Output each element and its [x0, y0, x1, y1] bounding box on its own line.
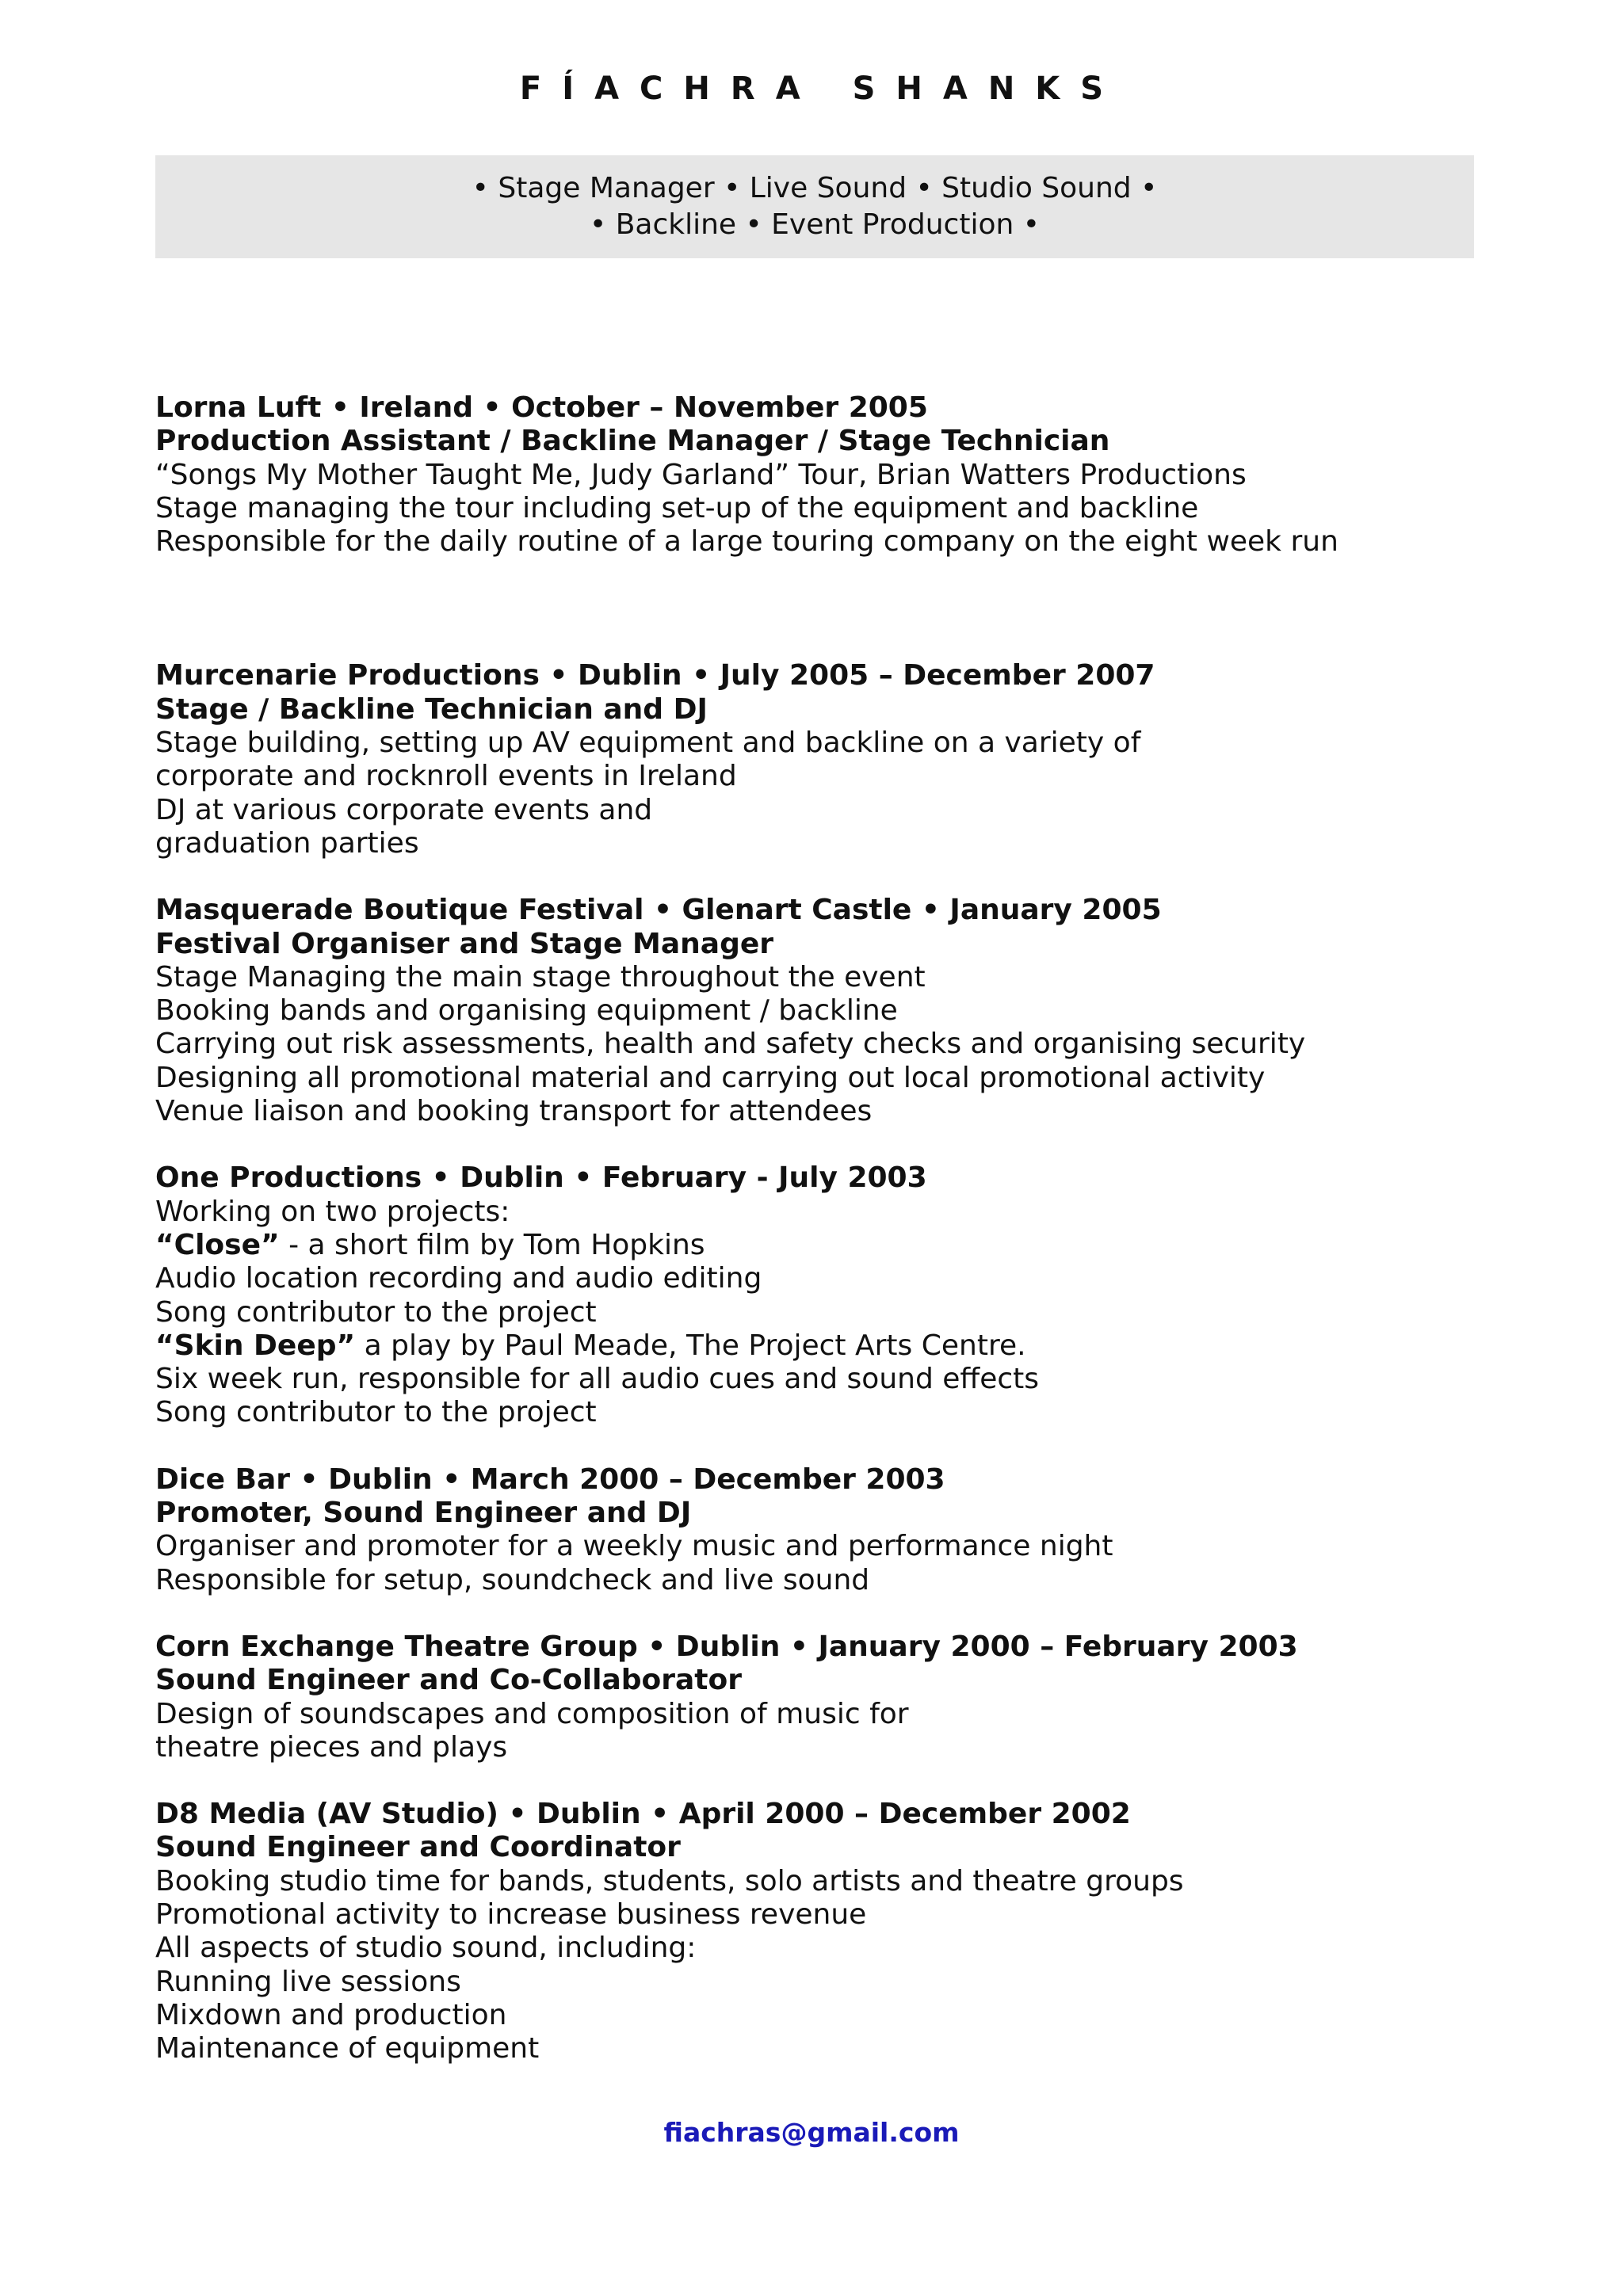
job-role: Production Assistant / Backline Manager / Stage Technician [155, 425, 1110, 458]
job-detail: All aspects of studio sound, including: [155, 1932, 697, 1965]
job-entry-dice-bar [155, 1463, 1471, 1597]
job-role: Festival Organiser and Stage Manager [155, 927, 774, 960]
job-heading: Masquerade Boutique Festival • Glenart Castle • January 2005 [155, 894, 1162, 927]
job-detail: Venue liaison and booking transport for attendees [155, 1095, 873, 1128]
job-detail: Responsible for the daily routine of a large touring company on the eight week run [155, 525, 1338, 559]
job-detail: Stage managing the tour including set-up of the equipment and backline [155, 491, 1199, 524]
job-heading: One Productions • Dublin • February - July 2003 [155, 1161, 927, 1195]
job-entry-corn-exchange [155, 1630, 1471, 1764]
job-heading: D8 Media (AV Studio) • Dublin • April 2000 – December 2002 [155, 1798, 1131, 1831]
job-detail: “Songs My Mother Taught Me, Judy Garland” Tour, Brian Watters Productions [155, 458, 1247, 491]
job-heading: Corn Exchange Theatre Group • Dublin • January 2000 – February 2003 [155, 1630, 1298, 1663]
experience-section [155, 391, 1471, 2065]
job-detail: Maintenance of equipment [155, 2032, 540, 2065]
job-role: Promoter, Sound Engineer and DJ [155, 1497, 692, 1530]
project-title: “Skin Deep” [155, 1329, 356, 1362]
job-role: Stage / Backline Technician and DJ [155, 692, 708, 726]
job-heading: Murcenarie Productions • Dublin • July 2005 – December 2007 [155, 659, 1155, 692]
job-detail: Organiser and promoter for a weekly music and performance night [155, 1530, 1113, 1563]
job-detail: Stage building, setting up AV equipment and backline on a variety of [155, 727, 1141, 760]
job-detail: Booking studio time for bands, students, solo artists and theatre groups [155, 1864, 1184, 1897]
job-detail: Song contributor to the project [155, 1295, 597, 1329]
email-link[interactable]: fiachras@gmail.com [663, 2117, 960, 2148]
skills-banner [155, 155, 1474, 258]
job-detail: Responsible for setup, soundcheck and live sound [155, 1563, 870, 1596]
job-detail: Design of soundscapes and composition of music for [155, 1697, 909, 1730]
project-description: a play by Paul Meade, The Project Arts Centre. [355, 1329, 1026, 1362]
job-detail: Carrying out risk assessments, health and safety checks and organising security [155, 1028, 1306, 1061]
job-heading: Dice Bar • Dublin • March 2000 – December 2003 [155, 1463, 945, 1496]
job-detail: graduation parties [155, 826, 419, 860]
job-detail: Audio location recording and audio editing [155, 1262, 762, 1295]
skills-line-2: • Backline • Event Production • [590, 208, 1040, 241]
job-detail: Promotional activity to increase business revenue [155, 1897, 867, 1931]
job-role: Sound Engineer and Co-Collaborator [155, 1664, 742, 1697]
job-detail: Running live sessions [155, 1965, 461, 1998]
project-title: “Close” [155, 1228, 280, 1261]
job-entry-masquerade [155, 894, 1471, 1128]
project-description: - a short film by Tom Hopkins [279, 1228, 705, 1261]
job-detail: Booking bands and organising equipment / backline [155, 994, 898, 1028]
candidate-name: FÍACHRA SHANKS [519, 71, 1125, 107]
skills-line-1: • Stage Manager • Live Sound • Studio Sound • [472, 172, 1158, 204]
job-detail: DJ at various corporate events and [155, 793, 653, 826]
job-detail: Designing all promotional material and carrying out local promotional activity [155, 1061, 1266, 1094]
job-entry-lorna-luft [155, 391, 1471, 559]
job-detail: corporate and rocknroll events in Ireland [155, 760, 737, 793]
job-intro: Working on two projects: [155, 1195, 510, 1228]
job-entry-murcenarie [155, 659, 1471, 860]
job-detail: Stage Managing the main stage throughout the event [155, 960, 926, 994]
project-line-skin-deep [155, 1329, 1471, 1363]
job-heading: Lorna Luft • Ireland • October – November 2005 [155, 391, 928, 424]
job-detail: Mixdown and production [155, 1998, 507, 2031]
job-role: Sound Engineer and Coordinator [155, 1831, 681, 1864]
project-line-close [155, 1229, 1471, 1262]
job-detail: Song contributor to the project [155, 1396, 597, 1429]
job-detail: Six week run, responsible for all audio cues and sound effects [155, 1363, 1040, 1396]
job-entry-one-productions [155, 1161, 1471, 1429]
job-detail: theatre pieces and plays [155, 1730, 508, 1764]
job-entry-d8-media [155, 1798, 1471, 2065]
